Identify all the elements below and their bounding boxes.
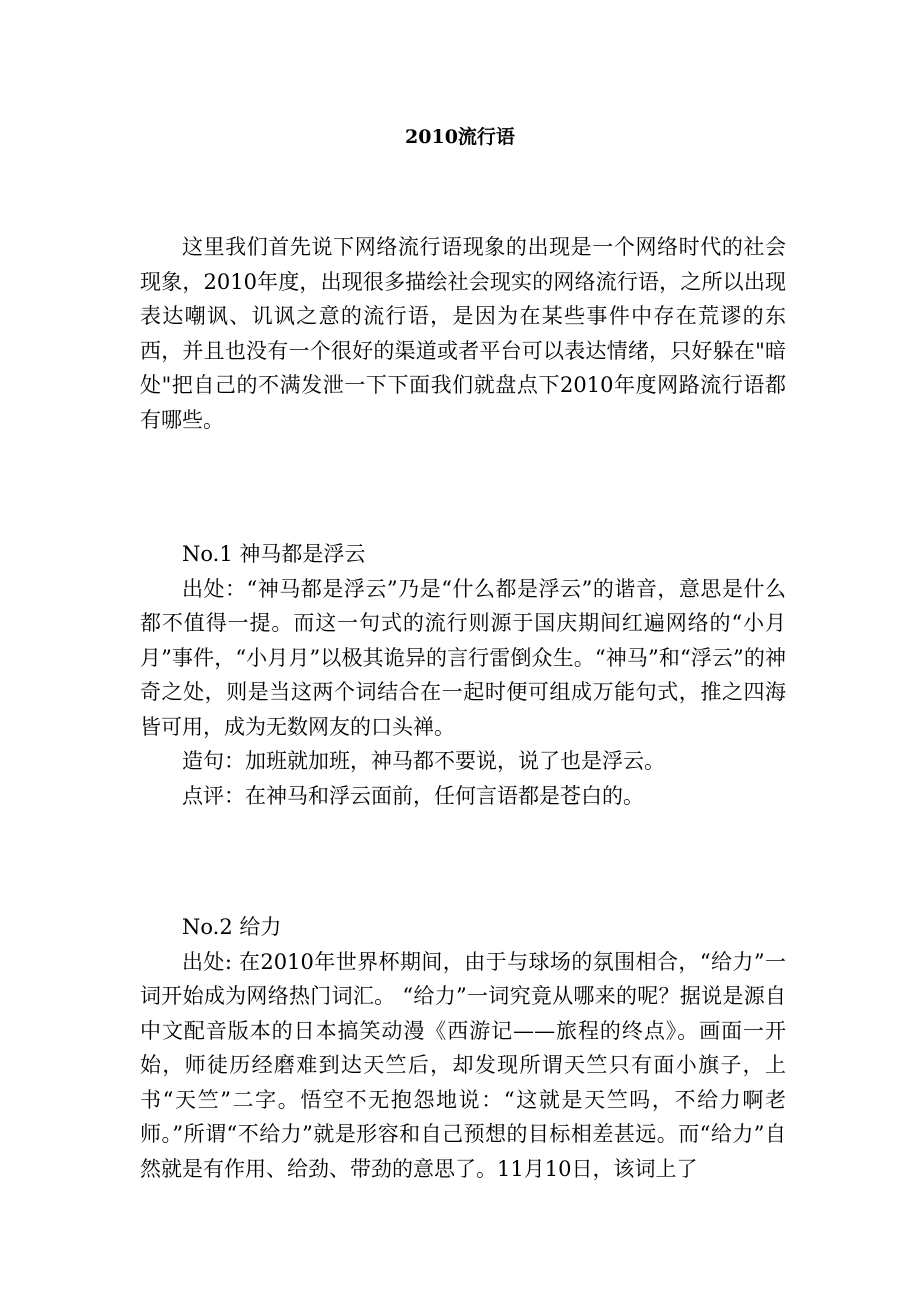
section-heading: No.2 给力: [182, 915, 282, 939]
intro-paragraph: 这里我们首先说下网络流行语现象的出现是一个网络时代的社会现象，2010年度，出现很多描绘社会现实的网络流行语，之所以出现表达嘲讽、讥讽之意的流行语，是因为在某些事件中存在荒谬的东西，并且也没有一个很好的渠道或者平台可以表达情绪，只好躲在"暗处"把自己的不满发泄一下下面我们就盘点下2010年度网路流行语都有哪些。: [140, 235, 786, 432]
document-title: 2010流行语: [405, 126, 515, 148]
section-comment: 点评：在神马和浮云面前，任何言语都是苍白的。: [182, 783, 644, 808]
section-origin: 出处：“神马都是浮云”乃是“什么都是浮云”的谐音，意思是什么都不值得一提。而这一句式的流行则源于国庆期间红遍网络的“小月月”事件，“小月月”以极其诡异的言行雷倒众生。“神马”和“浮云”的神奇之处，则是当这两个词结合在一起时便可组成万能句式，推之四海皆可用，成为无数网友的口头禅。: [140, 576, 786, 739]
section-origin: 出处: 在2010年世界杯期间，由于与球场的氛围相合，“给力”一词开始成为网络热门词汇。 “给力”一词究竟从哪来的呢？据说是源自中文配音版本的日本搞笑动漫《西游记——旅程的终点》。画面一开始，师徒历经磨难到达天竺后，却发现所谓天竺只有面小旗子，上书“天竺”二字。悟空不无抱怨地说：“这就是天竺吗，不给力啊老师。”所谓“不给力”就是形容和自己预想的目标相差甚远。而“给力”自然就是有作用、给劲、带劲的意思了。11月10日，该词上了: [140, 949, 786, 1181]
section-1: [140, 537, 786, 813]
section-example: 造句：加班就加班，神马都不要说，说了也是浮云。: [182, 749, 665, 773]
section-heading: No.1 神马都是浮云: [182, 542, 366, 566]
section-2: [140, 910, 786, 1186]
intro-block: [140, 230, 786, 437]
